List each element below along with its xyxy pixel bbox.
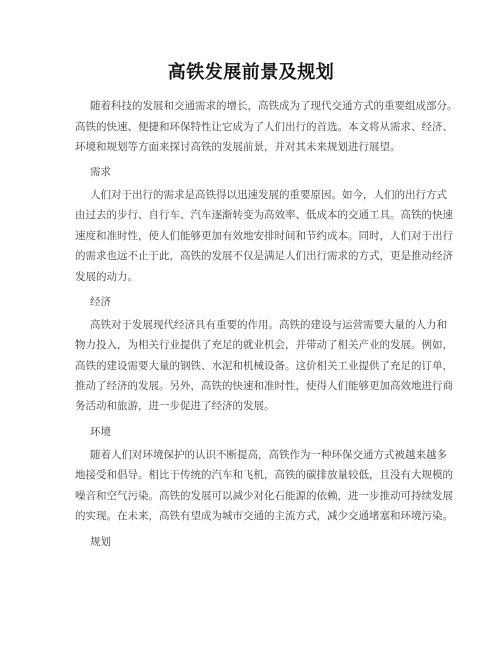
paragraph-line: 发展的动力。	[75, 271, 138, 283]
paragraph-line: 的实现。在未来，高铁有望成为城市交通的主流方式，减少交通堵塞和环境污染。	[75, 510, 453, 522]
paragraph-line: 物力投入，为相关行业提供了充足的就业机会，并带动了相关产业的发展。例如，	[75, 339, 453, 351]
section-heading-demand: 需求	[90, 166, 111, 178]
intro-line: 随着科技的发展和交通需求的增长，高铁成为了现代交通方式的重要组成部分。	[90, 100, 458, 112]
paragraph-line: 高铁对于发展现代经济具有重要的作用。高铁的建设与运营需要大量的人力和	[90, 319, 447, 331]
paragraph-line: 务活动和旅游，进一步促进了经济的发展。	[75, 400, 275, 412]
document-title: 高铁发展前景及规划	[167, 62, 335, 83]
paragraph-line: 随着人们对环境保护的认识不断提高，高铁作为一种环保交通方式被越来越多	[90, 449, 447, 461]
paragraph-line: 由过去的步行、自行车、汽车逐渐转变为高效率、低成本的交通工具。高铁的快速	[75, 209, 453, 221]
section-heading-environment: 环境	[90, 426, 111, 438]
paragraph-line: 地接受和倡导。相比于传统的汽车和飞机，高铁的碳排放量较低，且没有大规模的	[75, 469, 453, 481]
paragraph-line: 人们对于出行的需求是高铁得以迅速发展的重要原因。如今，人们的出行方式	[90, 189, 447, 201]
intro-line: 高铁的快速、便捷和环保特性让它成为了人们出行的首选。本文将从需求、经济、	[75, 121, 453, 133]
paragraph-line: 的需求也远不止于此，高铁的发展不仅是满足人们出行需求的方式，更是推动经济	[75, 250, 453, 262]
section-heading-economy: 经济	[90, 296, 111, 308]
paragraph-line: 速度和准时性，使人们能够更加有效地安排时间和节约成本。同时，人们对于出行	[75, 230, 453, 242]
intro-line: 环境和规划等方面来探讨高铁的发展前景，并对其未来规划进行展望。	[75, 141, 401, 153]
paragraph-line: 推动了经济的发展。另外，高铁的快速和准时性，使得人们能够更加高效地进行商	[75, 380, 453, 392]
paragraph-line: 噪音和空气污染。高铁的发展可以减少对化石能源的依赖，进一步推动可持续发展	[75, 490, 453, 502]
section-heading-planning: 规划	[90, 536, 111, 548]
paragraph-line: 高铁的建设需要大量的钢铁、水泥和机械设备。这价相关工业提供了充足的订单，	[75, 360, 453, 372]
